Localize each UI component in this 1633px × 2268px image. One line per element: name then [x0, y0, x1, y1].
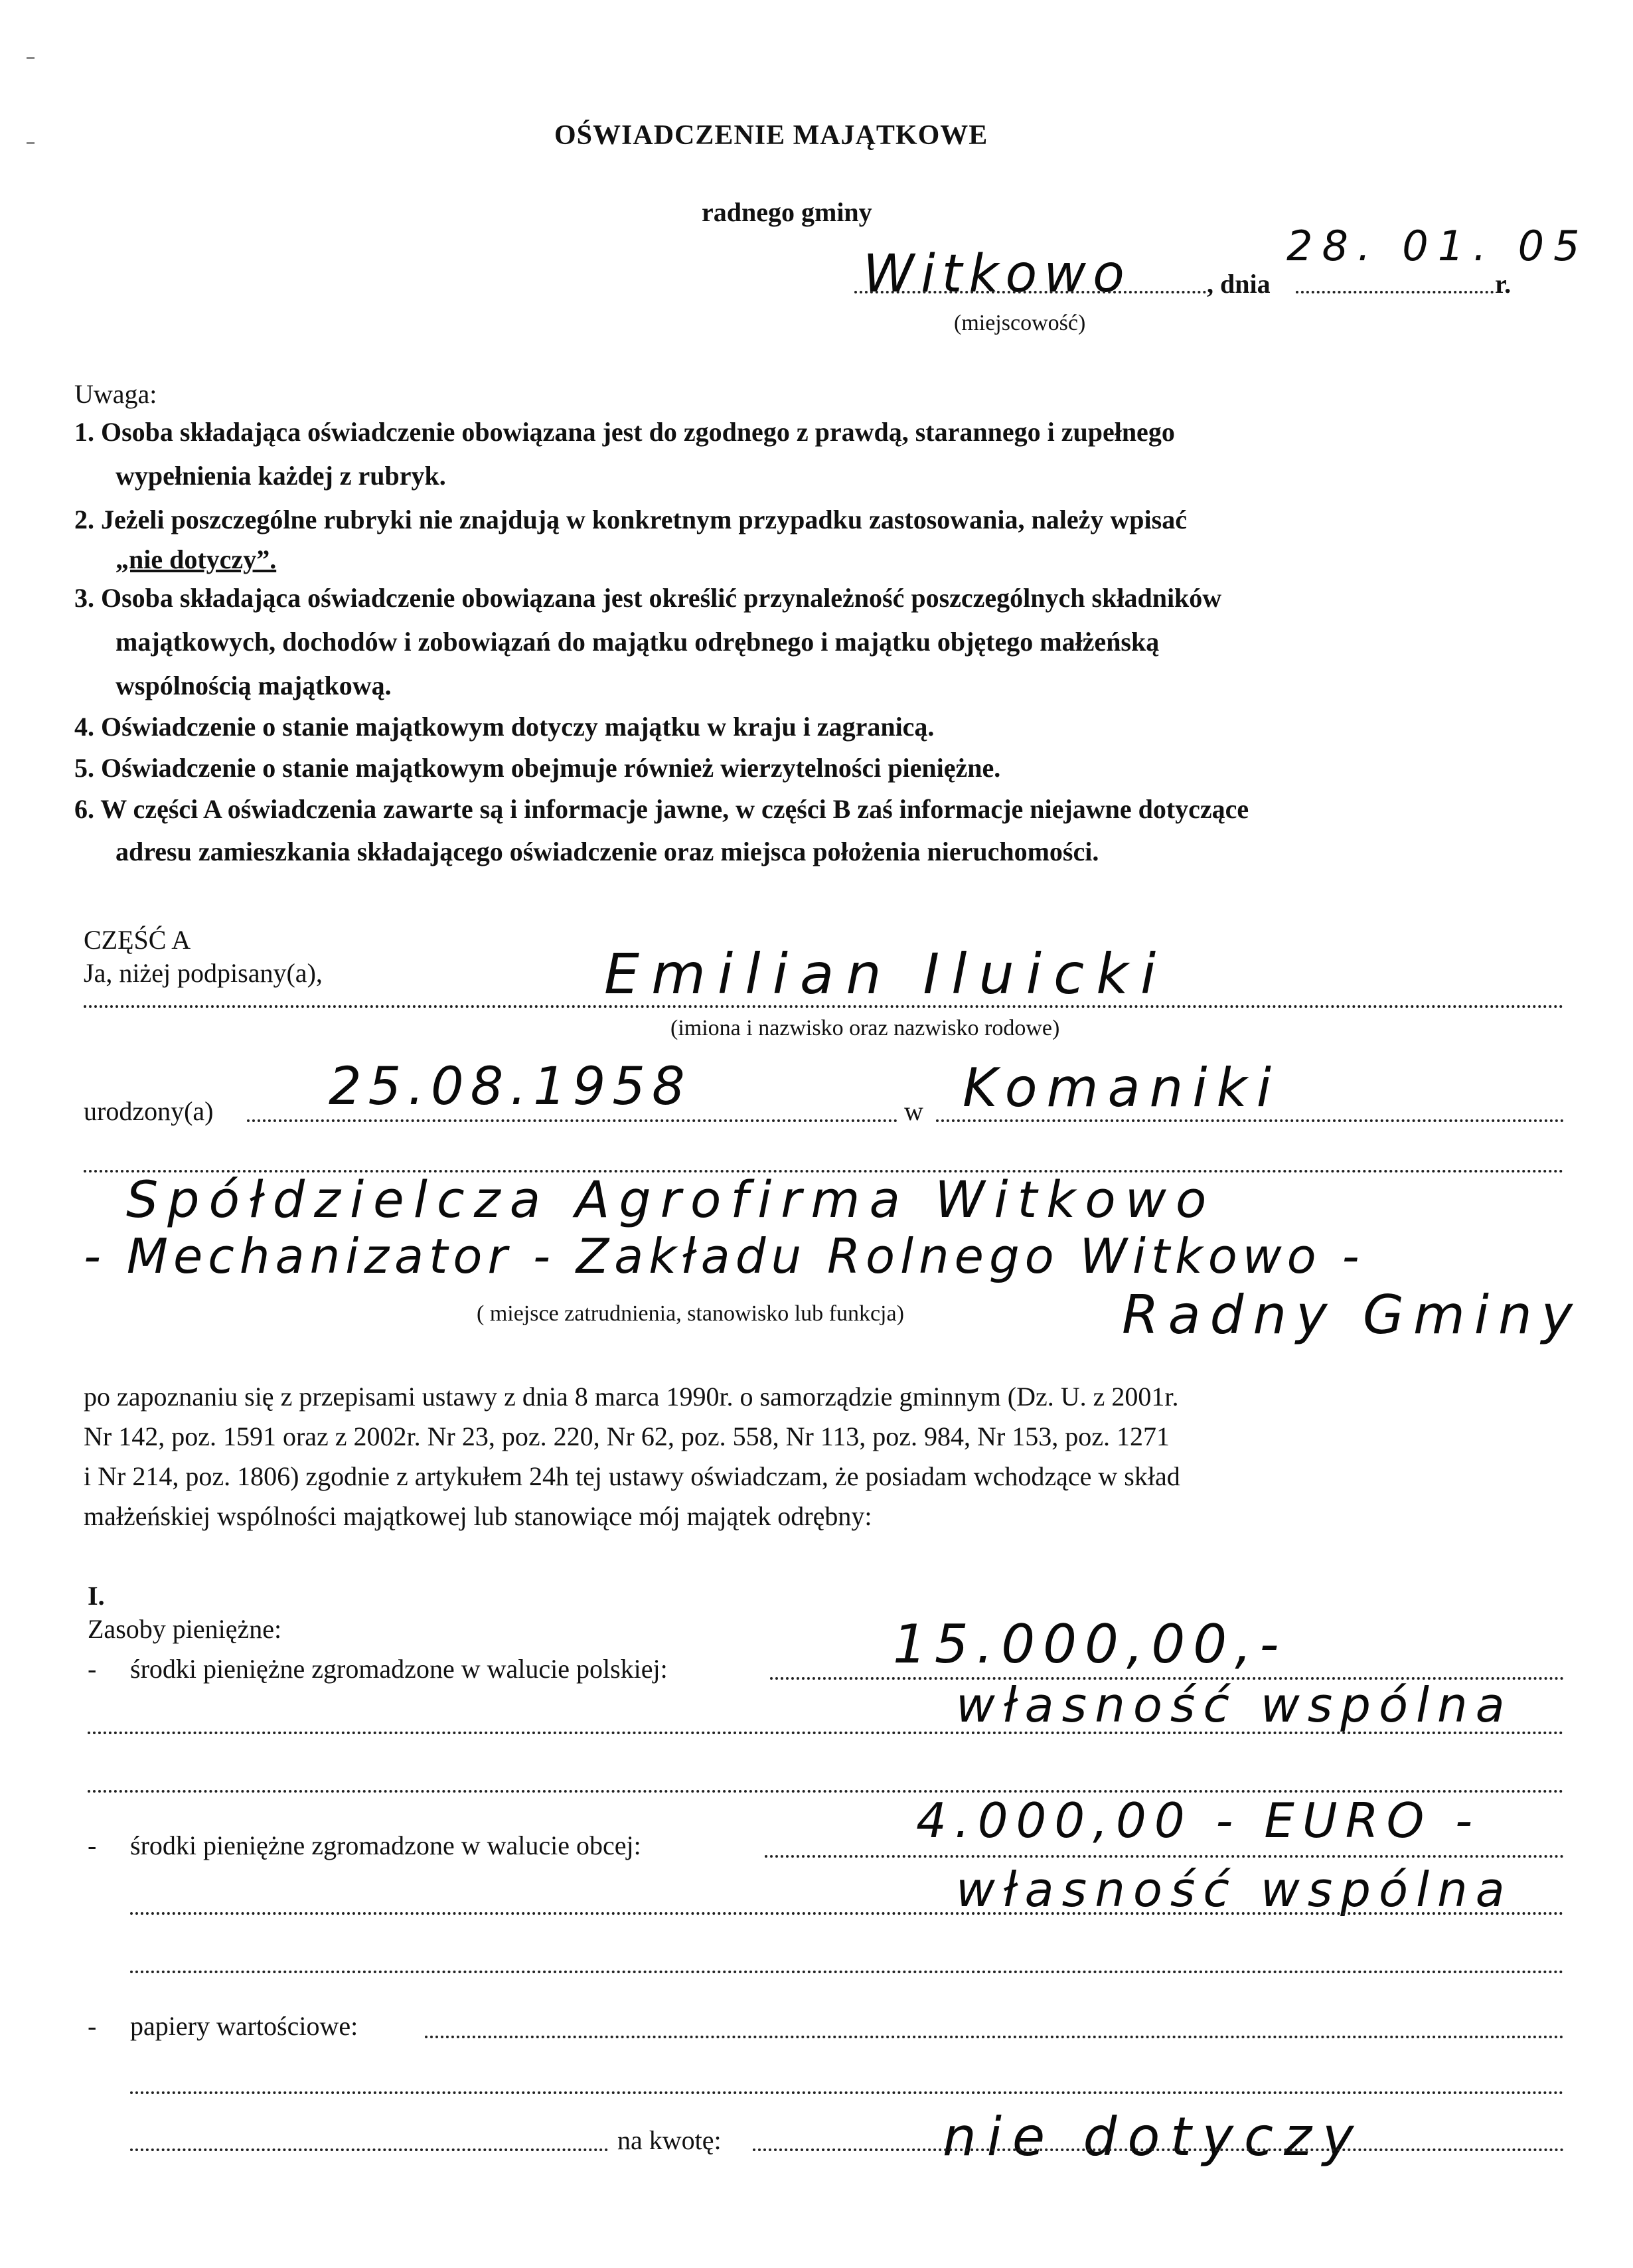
pln-ownership-handwritten: własność wspólna — [956, 1677, 1513, 1733]
in-label: w — [904, 1096, 923, 1126]
name-dotted-line — [84, 1005, 1564, 1008]
notice-item-3: 3. Osoba składająca oświadczenie obowiązana jest określić przynależność poszczególnych składników — [74, 583, 1222, 613]
foreign-dotted-line-2 — [130, 1912, 1564, 1915]
born-label: urodzony(a) — [84, 1096, 214, 1126]
notice-item-6-cont: adresu zamieszkania składającego oświadczenie oraz miejsca położenia nieruchomości. — [116, 837, 1099, 866]
declaration-line-3: i Nr 214, poz. 1806) zgodnie z artykułem 24h tej ustawy oświadczam, że posiadam wchodzące w skład — [84, 1461, 1180, 1491]
declaration-line-2: Nr 142, poz. 1591 oraz z 2002r. Nr 23, poz. 220, Nr 62, poz. 558, Nr 113, poz. 984, Nr 153, poz. 1271 — [84, 1421, 1170, 1451]
pln-dash: - — [88, 1654, 97, 1684]
signed-label: Ja, niżej podpisany(a), — [84, 958, 323, 988]
birth-place-handwritten: Komaniki — [963, 1057, 1281, 1119]
amount-dotted-line-left — [130, 2148, 608, 2151]
section-heading: Zasoby pieniężne: — [88, 1614, 282, 1644]
employment-line3-handwritten: Radny Gminy — [1122, 1284, 1583, 1346]
notice-item-6: 6. W części A oświadczenia zawarte są i informacje jawne, w części B zaś informacje niejawne dotyczące — [74, 794, 1249, 824]
date-label: , dnia — [1207, 269, 1271, 299]
birth-place-dotted-line — [936, 1119, 1564, 1122]
name-handwritten: Emilian Iluicki — [604, 941, 1168, 1007]
declaration-line-4: małżeńskiej wspólności majątkowej lub stanowiące mój majątek odrębny: — [84, 1501, 872, 1531]
date-handwritten: 28. 01. 05 — [1286, 222, 1589, 270]
pln-label: środki pieniężne zgromadzone w walucie polskiej: — [130, 1654, 668, 1684]
notice-item-1-cont: wypełnienia każdej z rubryk. — [116, 461, 446, 491]
employment-line2-handwritten: - Mechanizator - Zakładu Rolnego Witkowo - — [84, 1228, 1365, 1284]
scan-mark — [27, 142, 35, 144]
notice-item-4: 4. Oświadczenie o stanie majątkowym dotyczy majątku w kraju i zagranicą. — [74, 712, 935, 742]
amount-dotted-line — [753, 2148, 1564, 2151]
document-title: OŚWIADCZENIE MAJĄTKOWE — [554, 120, 988, 151]
securities-dotted-line-2 — [130, 2091, 1564, 2094]
place-dotted-line — [854, 291, 1206, 293]
securities-handwritten: nie dotyczy — [943, 2106, 1365, 2168]
securities-dash: - — [88, 2011, 97, 2041]
date-suffix: r. — [1495, 269, 1512, 299]
date-dotted-line — [1296, 291, 1494, 293]
notice-item-1: 1. Osoba składająca oświadczenie obowiązana jest do zgodnego z prawdą, starannego i zupełnego — [74, 417, 1175, 447]
part-a-heading: CZĘŚĆ A — [84, 925, 191, 955]
declaration-line-1: po zapoznaniu się z przepisami ustawy z dnia 8 marca 1990r. o samorządzie gminnym (Dz. U. z 2001r. — [84, 1382, 1179, 1412]
employment-caption: ( miejsce zatrudnienia, stanowisko lub funkcja) — [477, 1301, 904, 1326]
notice-item-3-cont: majątkowych, dochodów i zobowiązań do majątku odrębnego i majątku objętego małżeńską — [116, 627, 1160, 657]
foreign-dotted-line-3 — [130, 1971, 1564, 1973]
employment-line1-handwritten: Spółdzielcza Agrofirma Witkowo — [126, 1170, 1216, 1229]
foreign-label: środki pieniężne zgromadzone w walucie obcej: — [130, 1830, 641, 1860]
birth-date-handwritten: 25.08.1958 — [329, 1057, 692, 1117]
birth-date-dotted-line — [247, 1119, 897, 1122]
document-subtitle: radnego gminy — [702, 197, 872, 227]
name-caption: (imiona i nazwisko oraz nazwisko rodowe) — [670, 1016, 1060, 1040]
pln-amount-handwritten: 15.000,00,- — [893, 1613, 1287, 1675]
securities-dotted-line — [425, 2036, 1564, 2038]
scan-mark — [27, 57, 35, 59]
amount-label: na kwotę: — [617, 2125, 722, 2155]
foreign-amount-handwritten: 4.000,00 - EURO - — [916, 1793, 1481, 1848]
securities-label: papiery wartościowe: — [130, 2011, 358, 2041]
notice-heading: Uwaga: — [74, 379, 157, 409]
section-numeral: I. — [88, 1581, 105, 1611]
notice-item-5: 5. Oświadczenie o stanie majątkowym obejmuje również wierzytelności pieniężne. — [74, 753, 1001, 783]
place-caption: (miejscowość) — [954, 311, 1086, 335]
notice-item-2-cont: „nie dotyczy”. — [116, 544, 277, 574]
pln-dotted-line-2 — [88, 1732, 1564, 1734]
notice-item-2: 2. Jeżeli poszczególne rubryki nie znajdują w konkretnym przypadku zastosowania, należy wpisać — [74, 505, 1187, 534]
foreign-dotted-line — [765, 1855, 1564, 1858]
place-handwritten: Witkowo — [863, 244, 1131, 304]
foreign-dash: - — [88, 1830, 97, 1860]
foreign-ownership-handwritten: własność wspólna — [956, 1862, 1513, 1917]
notice-item-3-cont2: wspólnością majątkową. — [116, 671, 392, 700]
